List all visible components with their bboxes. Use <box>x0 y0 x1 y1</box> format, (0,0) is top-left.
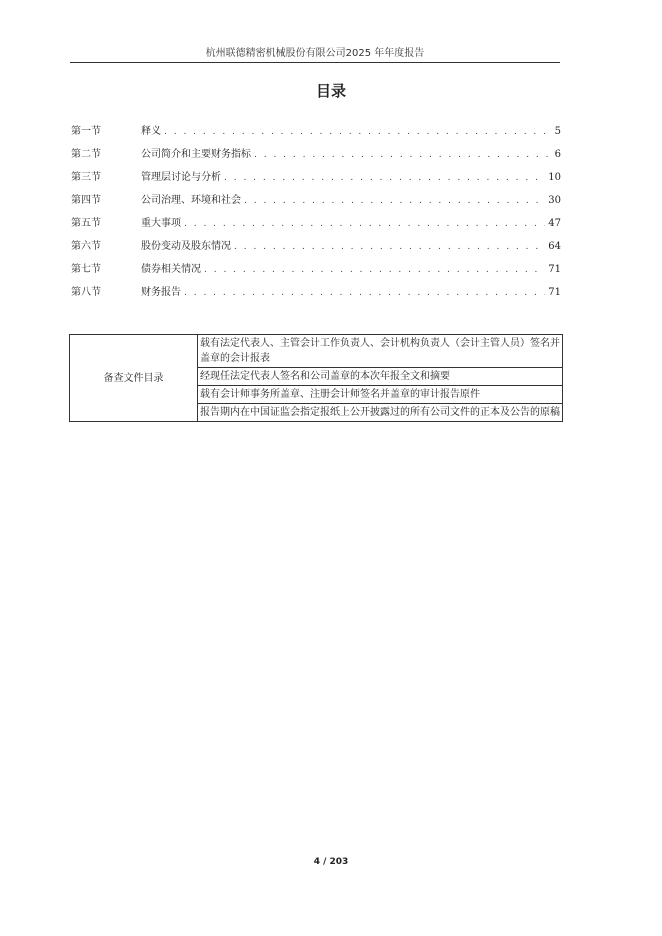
toc-section-title: 释义 <box>141 126 161 137</box>
toc-section-title: 债券相关情况 <box>141 264 201 275</box>
toc-page-number: 30 <box>548 195 561 206</box>
toc-section-title: 公司治理、环境和社会 <box>141 195 241 206</box>
reference-document-item: 报告期内在中国证监会指定报纸上公开披露过的所有公司文件的正本及公告的原稿 <box>198 404 563 422</box>
reference-document-item: 载有会计师事务所盖章、注册会计师签名并盖章的审计报告原件 <box>198 386 563 404</box>
page-header: 杭州联德精密机械股份有限公司2025 年年度报告 <box>205 48 425 59</box>
toc-entry[interactable] <box>71 122 561 145</box>
reference-documents-label: 备查文件目录 <box>70 335 198 422</box>
toc-entry[interactable] <box>71 283 561 306</box>
toc-section-number: 第二节 <box>71 149 101 160</box>
page-number-footer: 4 / 203 <box>313 857 349 867</box>
toc-section-title: 管理层讨论与分析 <box>141 172 221 183</box>
toc-page-number: 6 <box>554 149 561 160</box>
toc-section-number: 第一节 <box>71 126 101 137</box>
page-title: 目录 <box>315 82 346 100</box>
toc-page-number: 10 <box>548 172 561 183</box>
table-row <box>70 335 563 368</box>
reference-documents-table <box>69 334 563 422</box>
toc-entry[interactable] <box>71 260 561 283</box>
toc-dot-leader <box>234 242 545 252</box>
toc-page-number: 47 <box>548 218 561 229</box>
toc-dot-leader <box>204 265 545 275</box>
toc-dot-leader <box>224 173 545 183</box>
toc-section-number: 第三节 <box>71 172 101 183</box>
toc-section-title: 财务报告 <box>141 287 181 298</box>
toc-page-number: 71 <box>548 264 561 275</box>
toc-entry[interactable] <box>71 168 561 191</box>
toc-dot-leader <box>254 150 548 160</box>
toc-dot-leader <box>184 288 545 298</box>
toc-section-title: 股份变动及股东情况 <box>141 241 231 252</box>
reference-document-item: 经现任法定代表人签名和公司盖章的本次年报全文和摘要 <box>198 368 563 386</box>
toc-section-number: 第五节 <box>71 218 101 229</box>
toc-entry[interactable] <box>71 214 561 237</box>
table-of-contents <box>71 122 561 306</box>
toc-section-title: 公司简介和主要财务指标 <box>141 149 251 160</box>
toc-section-number: 第四节 <box>71 195 101 206</box>
toc-entry[interactable] <box>71 145 561 168</box>
toc-dot-leader <box>164 127 548 137</box>
toc-section-number: 第八节 <box>71 287 101 298</box>
toc-dot-leader <box>244 196 545 206</box>
toc-page-number: 5 <box>554 126 561 137</box>
toc-section-number: 第七节 <box>71 264 101 275</box>
reference-document-item: 载有法定代表人、主管会计工作负责人、会计机构负责人（会计主管人员）签名并盖章的会计报表 <box>198 335 563 368</box>
header-divider <box>70 62 560 63</box>
toc-page-number: 71 <box>548 287 561 298</box>
toc-section-number: 第六节 <box>71 241 101 252</box>
toc-entry[interactable] <box>71 237 561 260</box>
toc-section-title: 重大事项 <box>141 218 181 229</box>
toc-entry[interactable] <box>71 191 561 214</box>
toc-dot-leader <box>184 219 545 229</box>
toc-page-number: 64 <box>548 241 561 252</box>
